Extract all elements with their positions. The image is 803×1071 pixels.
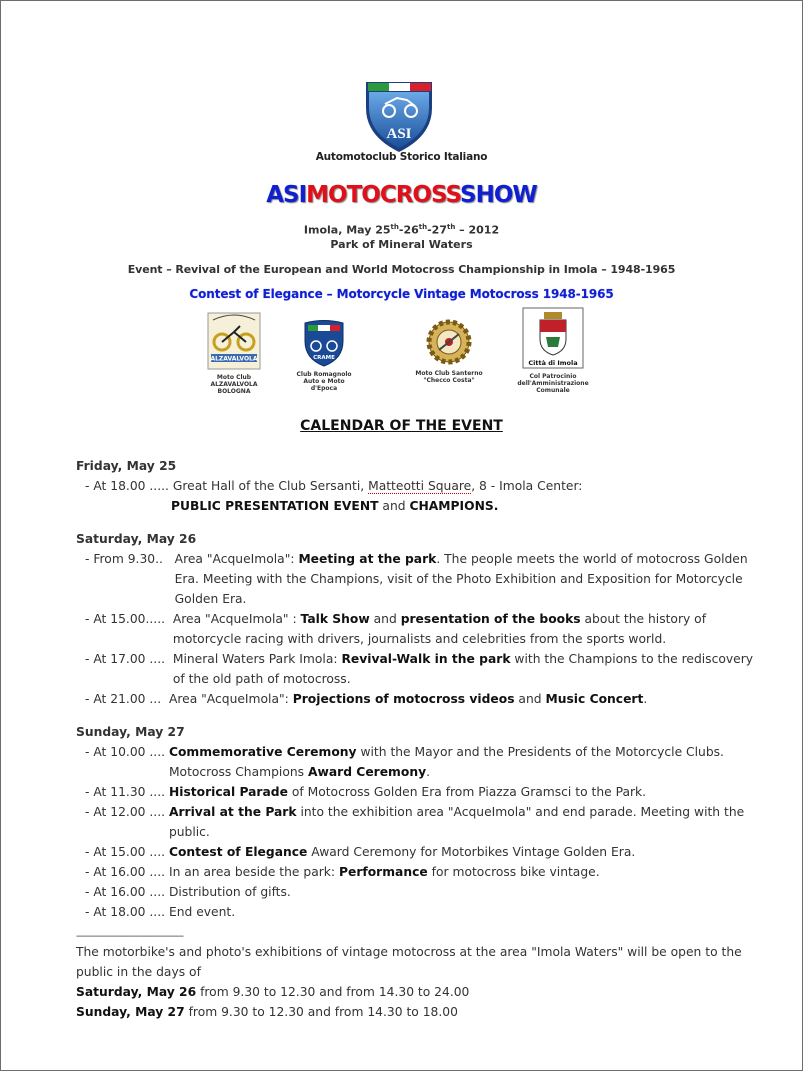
org-name: Automotoclub Storico Italiano	[315, 151, 488, 163]
schedule-item	[76, 609, 756, 649]
day-heading-sunday: Sunday, May 27	[76, 725, 185, 739]
item-time: - At 15.00.....	[85, 612, 173, 626]
date-part: -26	[398, 223, 419, 237]
item-time: - At 18.00 ....	[85, 905, 169, 919]
exhibition-note: The motorbike's and photo's exhibitions of vintage motocross at the area "Imola Waters" will be open to the public in the days of	[76, 945, 742, 979]
item-time: - At 11.30 ....	[85, 785, 169, 799]
text-run: Area "AcqueImola" :	[172, 612, 301, 626]
schedule-item	[76, 842, 756, 862]
club-name-line: d'Epoca	[310, 385, 338, 392]
club-name: Moto Club	[216, 374, 252, 381]
schedule-item	[76, 802, 756, 842]
bold-text: Commemorative Ceremony	[168, 745, 357, 759]
club-name-line: Comunale	[536, 387, 570, 394]
alzavalvola-badge-text: ALZAVALVOLA	[210, 355, 258, 363]
text-run: .	[426, 765, 431, 779]
imola-coat-of-arms-logo	[522, 307, 584, 369]
text-run: . The people meets the world of motocross Golden Era. Meeting with the Champions, visit of the Photo Exhibition and Exposition for Motorcycle Golden Era.	[174, 552, 748, 606]
club-caption	[201, 374, 267, 395]
item-description: Distribution of gifts.	[168, 885, 291, 899]
citta-di-imola	[515, 307, 591, 394]
text-run: .	[643, 692, 648, 706]
date-year: – 2012	[455, 223, 500, 237]
text-run: and	[514, 692, 546, 706]
event-description: Event – Revival of the European and World Motocross Championship in Imola – 1948-1965	[127, 263, 676, 276]
bold-text: PUBLIC PRESENTATION EVENT	[171, 499, 379, 513]
text-run: , 8 - Imola Center:	[471, 479, 583, 493]
bold-text: Projections of motocross videos	[292, 692, 515, 706]
text-run: for motocross bike vintage.	[427, 865, 600, 879]
item-description	[169, 689, 756, 709]
text-run: Mineral Waters Park Imola:	[172, 652, 342, 666]
bold-text: Sunday, May 27	[76, 1005, 185, 1019]
bold-text: presentation of the books	[400, 612, 581, 626]
event-venue: Park of Mineral Waters	[330, 238, 473, 251]
club-name-line: ALZAVALVOLA	[210, 381, 258, 388]
santerno-gear-logo	[423, 318, 475, 366]
bold-text: Historical Parade	[168, 785, 288, 799]
text-run: Award Ceremony for Motorbikes Vintage Golden Era.	[307, 845, 636, 859]
text-run: from 9.30 to 12.30 and from 14.30 to 18.00	[184, 1005, 458, 1019]
club-romagnolo-shield-logo	[302, 319, 346, 367]
separator-line: -----------------------------------------	[76, 931, 183, 942]
crame-badge-text: CRAME	[313, 355, 335, 361]
item-time: - At 16.00 ....	[85, 865, 169, 879]
club-caption	[291, 371, 357, 392]
date-sup: th	[418, 223, 428, 231]
club-name: Club Romagnolo	[296, 371, 352, 378]
bold-text: Contest of Elegance	[168, 845, 308, 859]
bold-text: Meeting at the park	[298, 552, 437, 566]
item-time: - At 21.00 ...	[85, 692, 169, 706]
title-part-motocross: MOTOCROSS	[306, 182, 461, 208]
text-run: with the Champions to the rediscovery of the old path of motocross.	[172, 652, 754, 686]
bold-text: Music Concert	[545, 692, 644, 706]
club-alzavalvola	[201, 312, 267, 395]
bold-text: CHAMPIONS.	[409, 499, 499, 513]
bold-text: Performance	[338, 865, 428, 879]
club-name-line: dell'Amministrazione	[517, 380, 589, 387]
item-time: - From 9.30..	[85, 552, 175, 566]
club-caption	[409, 370, 489, 384]
schedule-item-continuation	[76, 496, 756, 516]
event-dates	[1, 223, 802, 237]
opening-hours-saturday	[76, 982, 756, 1002]
alzavalvola-logo	[207, 312, 261, 370]
item-description	[173, 476, 756, 496]
item-description	[169, 802, 756, 842]
text-run: Matteotti Square	[368, 479, 472, 493]
item-description	[169, 842, 756, 862]
date-sup: th	[390, 223, 399, 231]
text-run: Great Hall of the Club Sersanti,	[172, 479, 369, 493]
text-run: and	[369, 612, 401, 626]
bold-text: Talk Show	[300, 612, 370, 626]
item-time: - At 10.00 ....	[85, 745, 169, 759]
show-title	[1, 182, 802, 208]
schedule-item	[76, 689, 756, 709]
opening-hours-sunday	[76, 1002, 756, 1022]
text-run: and	[378, 499, 410, 513]
item-time: - At 18.00 .....	[85, 479, 173, 493]
text-run: about the history of motorcycle racing with drivers, journalists and celebrities from the sports world.	[172, 612, 707, 646]
calendar-body	[76, 456, 756, 1022]
schedule-item	[76, 882, 756, 902]
schedule-item	[76, 862, 756, 882]
club-caption	[515, 373, 591, 394]
item-time: - At 17.00 ....	[85, 652, 173, 666]
text-run: of Motocross Golden Era from Piazza Gramsci to the Park.	[287, 785, 647, 799]
bold-text: Revival-Walk in the park	[341, 652, 511, 666]
club-name-line: "Checco Costa"	[423, 377, 475, 384]
asi-shield-logo	[363, 78, 435, 154]
text-run: Area "AcqueImola":	[174, 552, 299, 566]
title-part-show: SHOW	[460, 182, 537, 208]
date-part: -27	[427, 223, 447, 237]
club-santerno	[409, 318, 489, 384]
text-run: from 9.30 to 12.30 and from 14.30 to 24.00	[196, 985, 470, 999]
day-heading-friday: Friday, May 25	[76, 459, 177, 473]
item-description	[169, 782, 756, 802]
asi-shield-monogram: ASI	[386, 126, 412, 142]
day-heading-saturday: Saturday, May 26	[76, 532, 197, 546]
text-run: Area "AcqueImola":	[168, 692, 293, 706]
item-description	[173, 609, 756, 649]
calendar-title: CALENDAR OF THE EVENT	[300, 418, 503, 434]
date-prefix: Imola, May 25	[303, 223, 391, 237]
club-name-line: BOLOGNA	[217, 388, 251, 395]
contest-title: Contest of Elegance – Motorcycle Vintage Motocross 1948-1965	[189, 287, 614, 301]
imola-badge-text: Città di Imola	[528, 359, 578, 367]
text-run: with the Mayor and the Presidents of the Motorcycle Clubs. Motocross Champions	[168, 745, 724, 779]
club-name-line: Auto e Moto	[303, 378, 345, 385]
item-description	[175, 549, 756, 609]
text-run: into the exhibition area "AcqueImola" and end parade. Meeting with the public.	[168, 805, 745, 839]
title-part-asi: ASI	[266, 182, 307, 208]
schedule-item	[76, 742, 756, 782]
bold-text: Arrival at the Park	[168, 805, 297, 819]
item-time: - At 12.00 ....	[85, 805, 169, 819]
item-description	[169, 742, 756, 782]
schedule-item	[76, 476, 756, 496]
item-time: - At 15.00 ....	[85, 845, 169, 859]
schedule-item	[76, 782, 756, 802]
schedule-item	[76, 549, 756, 609]
date-sup: th	[446, 223, 456, 231]
bold-text: Saturday, May 26	[76, 985, 197, 999]
club-name: Col Patrocinio	[529, 373, 577, 380]
item-description	[169, 862, 756, 882]
club-romagnolo	[291, 319, 357, 392]
bold-text: Award Ceremony	[307, 765, 427, 779]
schedule-item	[76, 902, 756, 922]
item-description: End event.	[168, 905, 236, 919]
club-name: Moto Club Santerno	[415, 370, 483, 377]
schedule-item	[76, 649, 756, 689]
item-time: - At 16.00 ....	[85, 885, 169, 899]
item-description	[173, 649, 756, 689]
text-run: In an area beside the park:	[168, 865, 339, 879]
